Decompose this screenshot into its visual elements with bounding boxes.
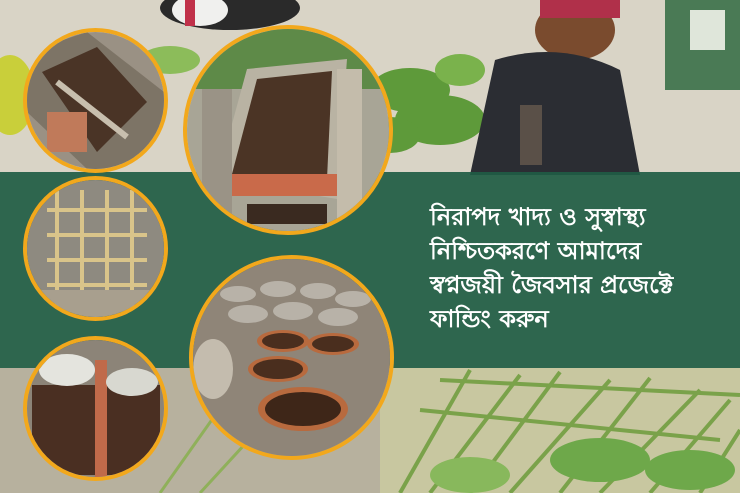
headline-line-1: নিরাপদ খাদ্য ও সুস্বাস্থ্য <box>430 203 646 231</box>
photo-bamboo-frame <box>23 176 168 321</box>
photo-compost-trays <box>23 336 168 481</box>
headline <box>430 200 730 336</box>
photo-compost-bed-2 <box>183 25 393 235</box>
headline-line-3: স্বপ্নজয়ী জৈবসার প্রজেক্টে <box>430 271 674 299</box>
photo-clay-pots <box>189 255 394 460</box>
headline-line-4: ফান্ডিং করুন <box>430 305 549 333</box>
photo-compost-bed-1 <box>23 28 168 173</box>
headline-line-2: নিশ্চিতকরণে আমাদের <box>430 237 642 265</box>
